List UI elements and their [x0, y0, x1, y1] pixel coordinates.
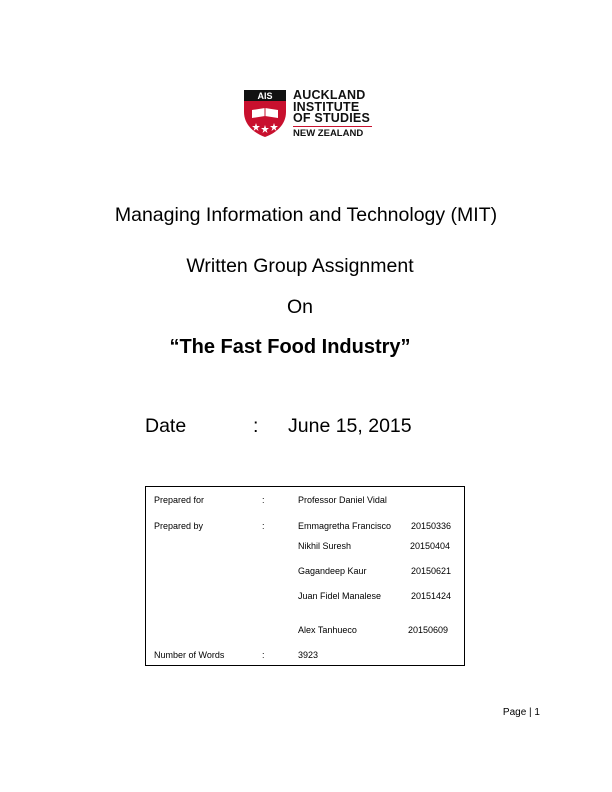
- word-count-colon: :: [262, 650, 265, 660]
- member-id: 20150336: [411, 521, 452, 531]
- date-label: Date: [145, 415, 187, 437]
- word-count-value: 3923: [298, 650, 319, 660]
- prepared-for-colon: :: [262, 495, 265, 505]
- member-id: 20150609: [408, 625, 449, 635]
- member-id: 20150404: [410, 541, 451, 551]
- word-count-label: Number of Words: [154, 650, 225, 660]
- member-id: 20150621: [411, 566, 452, 576]
- member-name: Alex Tanhueco: [298, 625, 357, 635]
- member-name: Emmagretha Francisco: [298, 521, 392, 531]
- date-colon: :: [253, 415, 259, 437]
- logo-line-1: AUCKLAND: [293, 88, 366, 102]
- institute-logo: [242, 88, 376, 140]
- assignment-type: Written Group Assignment: [186, 255, 414, 277]
- assignment-topic: “The Fast Food Industry”: [169, 336, 411, 358]
- page-number: Page | 1: [502, 707, 540, 718]
- prepared-by-label: Prepared by: [154, 521, 204, 531]
- member-name: Nikhil Suresh: [298, 541, 352, 551]
- logo-wordmark: [293, 90, 372, 139]
- course-title: Managing Information and Technology (MIT): [114, 204, 498, 226]
- date-value: June 15, 2015: [288, 415, 412, 437]
- prepared-for-label: Prepared for: [154, 495, 205, 505]
- on-word: On: [286, 296, 313, 318]
- member-name: Gagandeep Kaur: [298, 566, 367, 576]
- member-id: 20151424: [411, 591, 452, 601]
- logo-line-4: NEW ZEALAND: [293, 126, 372, 139]
- member-name: Juan Fidel Manalese: [298, 591, 382, 601]
- submission-info-box: [145, 486, 465, 666]
- logo-line-2: INSTITUTE: [293, 99, 360, 114]
- svg-text:AIS: AIS: [257, 91, 273, 101]
- prepared-by-colon: :: [262, 521, 265, 531]
- logo-line-3: OF STUDIES: [293, 111, 371, 125]
- shield-icon: [242, 88, 288, 138]
- prepared-for-value: Professor Daniel Vidal: [298, 495, 387, 505]
